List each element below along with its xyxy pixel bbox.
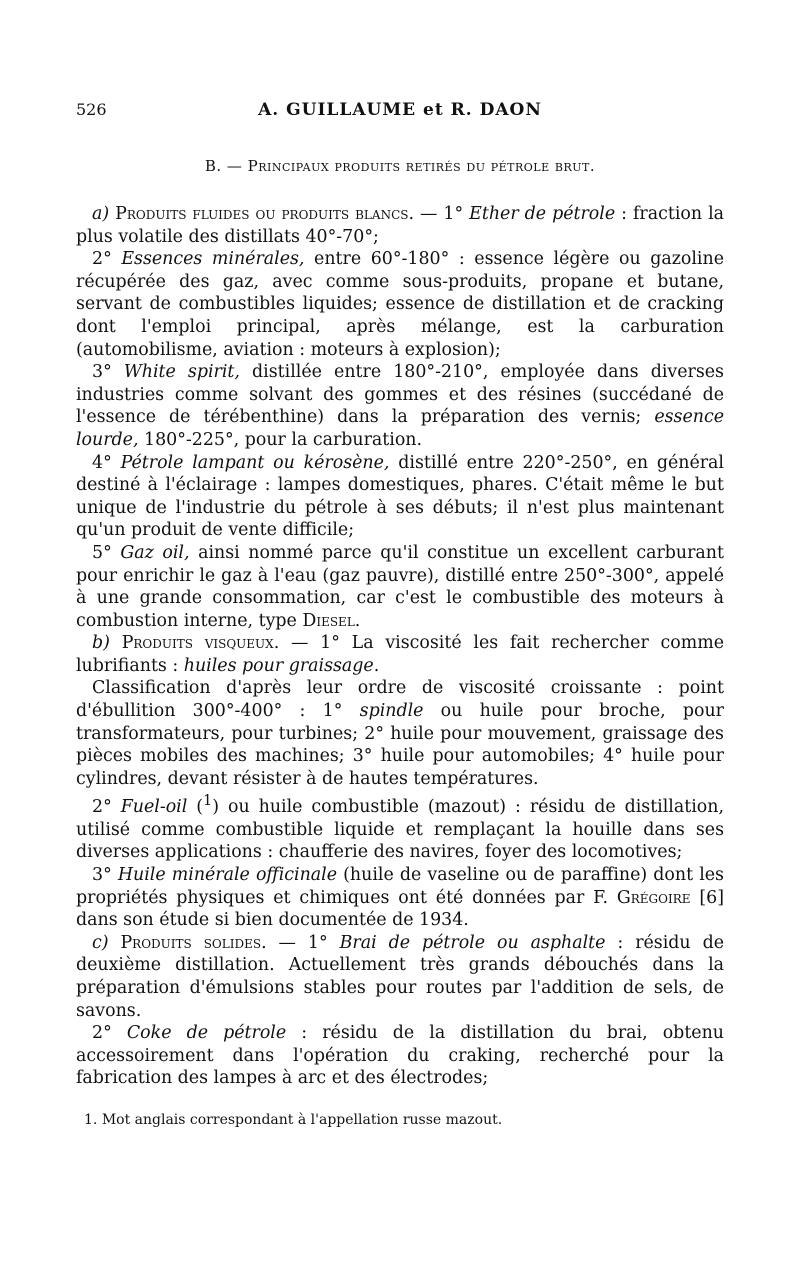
text-run: 2° xyxy=(92,1023,127,1044)
subsection-marker: b) xyxy=(92,633,122,654)
paragraph-kerosene xyxy=(76,452,724,542)
text-run: ( xyxy=(187,797,204,818)
page-number: 526 xyxy=(76,100,107,119)
section-title xyxy=(76,157,724,175)
text-run: : résidu de deuxième distillation. Actuellement très grands débouchés dans la préparation d'émulsions stables pour routes par l'addition de sels, de savons. xyxy=(76,932,724,1021)
subsection-marker: a) xyxy=(92,204,116,224)
paragraph-white-spirit xyxy=(76,361,724,451)
text-run: ainsi nommé parce qu'il constitue un excellent carburant pour enrichir le gaz à l'eau (gaz pauvre), distillé entre 250°-300°, appelé à une grande consommation, car c'est le combustible des moteurs à combustion interne, type xyxy=(76,542,724,631)
subsection-marker: c) xyxy=(92,932,121,953)
product-name: Coke de pétrole xyxy=(126,1023,287,1044)
text-run: — 1° xyxy=(414,204,470,224)
page-header xyxy=(76,100,724,124)
paragraph-solid-products xyxy=(76,932,724,1022)
product-name: huiles pour graissage xyxy=(183,655,374,676)
text-run: : résidu de la distillation du brai, obtenu accessoirement dans l'opération du craking, recherché pour la fabrication des lampes à arc et des électrodes; xyxy=(76,1023,724,1089)
text-run: — 1° xyxy=(266,932,340,953)
running-title: A. GUILLAUME et R. DAON xyxy=(258,100,542,120)
body-text xyxy=(76,203,724,1090)
product-name: Brai de pétrole ou asphalte xyxy=(339,932,606,953)
product-name: Pétrole lampant ou kérosène, xyxy=(120,452,390,473)
proper-name: Diesel xyxy=(302,610,355,631)
subsection-heading: Produits solides. xyxy=(120,932,267,953)
product-name: Essences minérales, xyxy=(121,249,305,270)
text-run: — 1° La viscosité les fait rechercher comme lubrifiants : xyxy=(76,633,725,676)
text-run: 3° xyxy=(92,362,124,383)
product-name: spindle xyxy=(359,701,424,722)
text-run: Classification d'après leur ordre de viscosité croissante : point d'ébullition 300°-400° : 1° xyxy=(76,678,724,722)
text-run: : fraction la plus volatile des distillats 40°-70°; xyxy=(76,204,725,247)
subsection-heading: Produits fluides ou produits blancs. xyxy=(115,204,415,224)
footnote xyxy=(84,1111,724,1129)
product-name: White spirit, xyxy=(123,362,240,383)
text-run: distillé entre 220°-250°, en général destiné à l'éclairage : lampes domestiques, phares. C'était même le but unique de l'industrie du pétrole à ses débuts; il n'est plus maintenant qu'un produit de vente difficile; xyxy=(76,452,724,541)
paragraph-viscous-products xyxy=(76,632,724,677)
text-run: 180°-225°, pour la carburation. xyxy=(138,429,423,450)
paragraph-classification xyxy=(76,677,724,790)
paragraph-fluid-products xyxy=(76,203,724,248)
paragraph-gas-oil xyxy=(76,542,724,632)
product-name: Huile minérale officinale xyxy=(117,865,338,886)
text-run: ) ou huile combustible (mazout) : résidu de distillation, utilisé comme combustible liquide et remplaçant la houille dans ses diverses applications : chaufferie des navires, foyer des locomotives; xyxy=(76,797,724,863)
text-run: 5° xyxy=(92,542,121,563)
text-run: ou huile pour broche, pour transformateurs, pour turbines; 2° huile pour mouvement, graissage des pièces mobiles des machines; 3° huile pour automobiles; 4° huile pour cylindres, devant résister à de hautes températures. xyxy=(76,701,724,789)
text-run: [6] dans son étude si bien documentée de 1934. xyxy=(76,887,724,931)
footnote-text: Mot anglais correspondant à l'appellation russe mazout. xyxy=(101,1112,503,1128)
paragraph-fuel-oil xyxy=(76,790,724,864)
section-label: B. — xyxy=(204,157,248,175)
text-run: 2° xyxy=(92,249,122,270)
text-run: 2° xyxy=(92,797,121,818)
text-run: distillée entre 180°-210°, employée dans diverses industries comme solvant des gommes et des résines (succédané de l'essence de térébenthine) dans la préparation des vernis; xyxy=(76,362,724,428)
footnote-reference[interactable]: 1 xyxy=(203,793,213,810)
product-name: essence lourde, xyxy=(76,407,724,450)
product-name: Fuel-oil xyxy=(120,797,188,818)
text-run: 4° xyxy=(92,452,121,473)
text-run: entre 60°-180° : essence légère ou gazoline récupérée des gaz, avec comme sous-produits, propane et butane, servant de combustibles liquides; essence de distillation et de cracking dont l'emploi principal, après mélange, est la carburation (automobilisme, aviation : moteurs à explosion); xyxy=(76,249,724,360)
product-name: Ether de pétrole xyxy=(469,204,616,224)
text-run: (huile de vaseline ou de paraffine) dont les propriétés physiques et chimiques ont été données par F. xyxy=(76,865,724,908)
footnote-number: 1. xyxy=(84,1112,102,1128)
paragraph-mineral-spirits xyxy=(76,248,724,361)
proper-name: Grégoire xyxy=(616,887,691,908)
paragraph-petroleum-coke xyxy=(76,1022,724,1090)
paragraph-mineral-oil xyxy=(76,864,724,932)
text-run: 3° xyxy=(92,865,118,886)
text-run: . xyxy=(373,655,380,676)
text-run: . xyxy=(354,610,361,631)
product-name: Gaz oil, xyxy=(120,542,190,563)
section-heading: Principaux produits retirés du pétrole brut. xyxy=(247,157,596,175)
subsection-heading: Produits visqueux. xyxy=(121,633,280,654)
